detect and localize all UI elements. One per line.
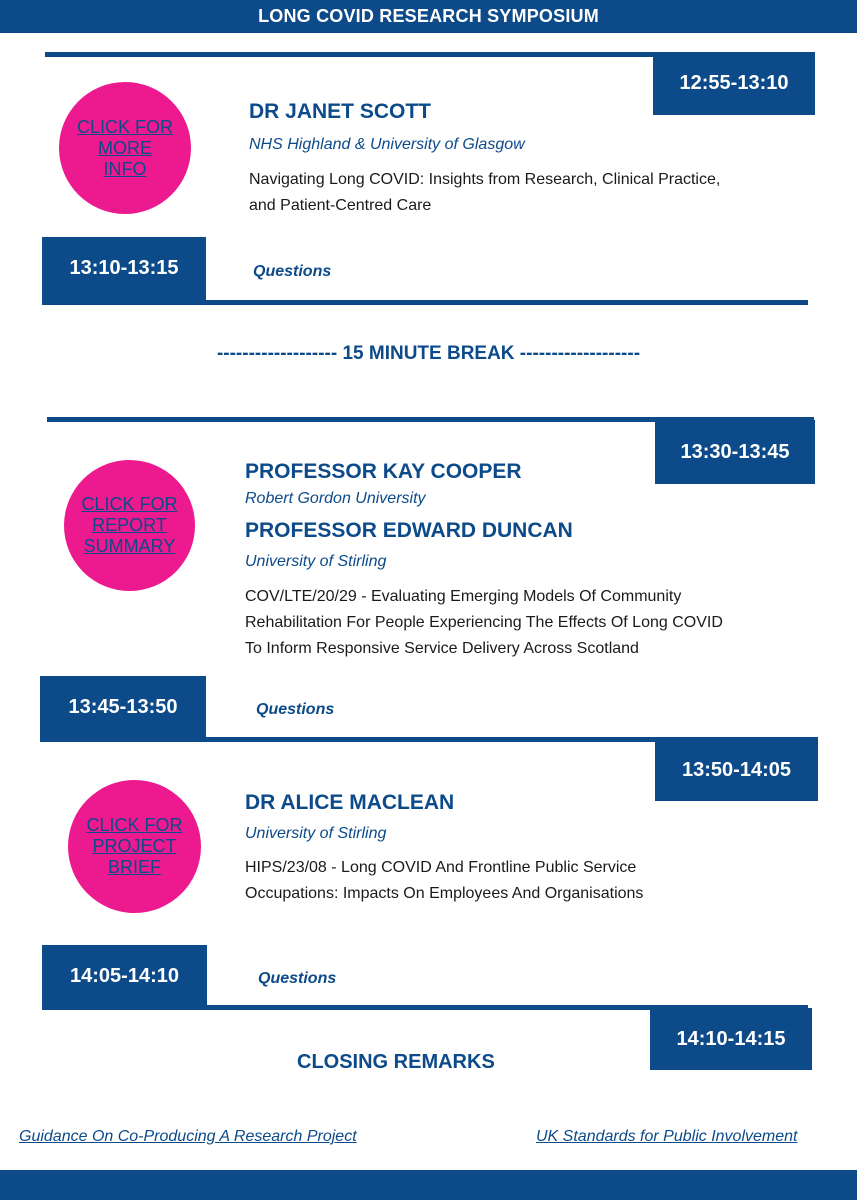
questions-time-box [42, 237, 206, 300]
closing-time-box [650, 1008, 812, 1070]
speaker-name: DR JANET SCOTT [249, 100, 432, 123]
break-banner: ------------------- 15 MINUTE BREAK ------------------- [216, 343, 641, 364]
speaker-affiliation: Robert Gordon University [245, 490, 426, 507]
section-divider [42, 300, 808, 305]
speaker-affiliation: University of Stirling [245, 825, 387, 842]
page-header [0, 0, 857, 33]
session-time: 12:55-13:10 [679, 72, 789, 94]
talk-description-line: To Inform Responsive Service Delivery Across Scotland [245, 640, 639, 657]
questions-label: Questions [253, 263, 332, 280]
talk-description-line: Occupations: Impacts On Employees And Organisations [245, 885, 644, 902]
talk-description-line: and Patient-Centred Care [249, 197, 432, 214]
talk-description-line: Navigating Long COVID: Insights from Research, Clinical Practice, [249, 171, 721, 188]
questions-label: Questions [256, 701, 335, 718]
session-time-box [655, 420, 815, 484]
questions-time: 13:10-13:15 [69, 257, 179, 279]
speaker-affiliation: University of Stirling [245, 553, 387, 570]
more-info-button[interactable] [59, 82, 191, 214]
questions-time-box [42, 945, 207, 1007]
page-footer [0, 1170, 857, 1200]
co-producing-guidance-link[interactable]: Guidance On Co-Producing A Research Project [19, 1128, 357, 1145]
session-time-box [653, 52, 815, 115]
uk-standards-link[interactable]: UK Standards for Public Involvement [536, 1128, 798, 1145]
project-brief-label: CLICK FOR PROJECT BRIEF [86, 815, 183, 877]
talk-description [249, 167, 809, 219]
questions-time: 14:05-14:10 [70, 964, 179, 987]
session-time-box [655, 739, 818, 801]
questions-label: Questions [258, 970, 337, 987]
talk-description-line: Rehabilitation For People Experiencing The Effects Of Long COVID [245, 614, 723, 631]
speaker-affiliation: NHS Highland & University of Glasgow [249, 136, 525, 153]
talk-description [245, 855, 805, 907]
project-brief-button[interactable] [68, 780, 201, 913]
speaker-name: PROFESSOR EDWARD DUNCAN [245, 519, 573, 542]
talk-description-line: HIPS/23/08 - Long COVID And Frontline Public Service [245, 859, 637, 876]
speaker-name: PROFESSOR KAY COOPER [245, 460, 522, 483]
page-title: LONG COVID RESEARCH SYMPOSIUM [258, 6, 599, 26]
questions-time: 13:45-13:50 [68, 695, 178, 718]
closing-remarks: CLOSING REMARKS [297, 1051, 495, 1073]
more-info-label: CLICK FOR MORE INFO [76, 116, 173, 179]
talk-description [245, 584, 825, 662]
report-summary-label: CLICK FOR REPORT SUMMARY [81, 494, 178, 556]
talk-description-line: COV/LTE/20/29 - Evaluating Emerging Models Of Community [245, 588, 682, 605]
speaker-name: DR ALICE MACLEAN [245, 791, 455, 814]
questions-time-box [40, 676, 206, 738]
report-summary-button[interactable] [64, 460, 195, 591]
closing-time: 14:10-14:15 [676, 1027, 786, 1050]
session-time: 13:50-14:05 [682, 758, 791, 781]
session-time: 13:30-13:45 [680, 440, 790, 463]
